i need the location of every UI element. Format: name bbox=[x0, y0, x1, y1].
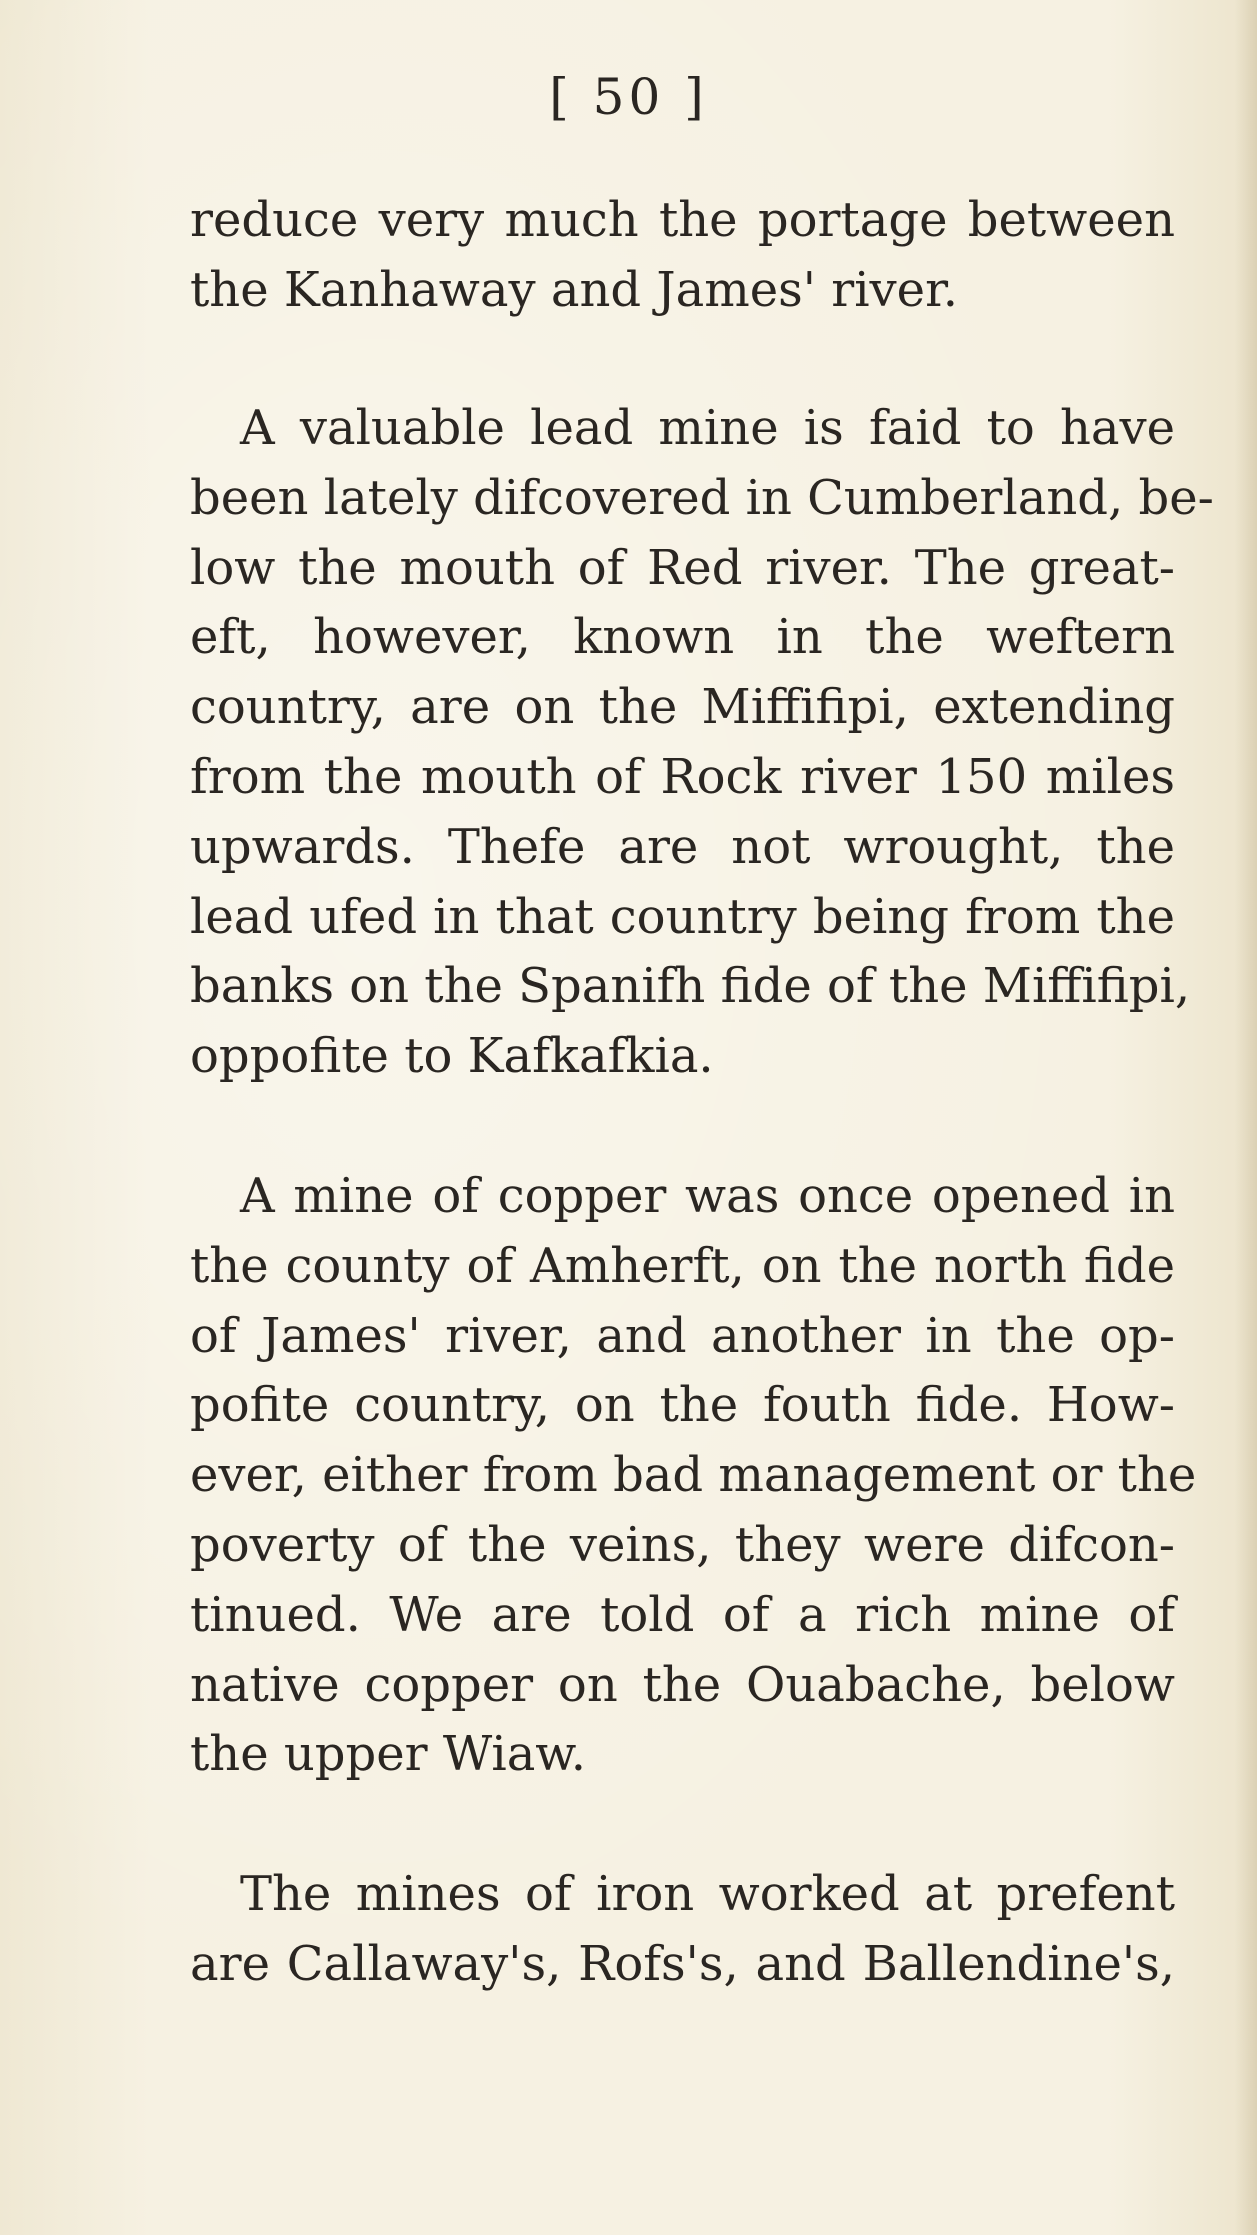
page-number-header: [ 50 ] bbox=[549, 68, 708, 126]
page-edge-shadow bbox=[1235, 0, 1257, 2235]
paragraph-iron-mines bbox=[190, 1860, 1175, 2000]
text-line: upwards. Thefe are not wrought, the bbox=[190, 818, 1175, 875]
text-line: ever, either from bad management or the bbox=[190, 1447, 1197, 1504]
text-line: poverty of the veins, they were difcon- bbox=[190, 1516, 1175, 1573]
text-line: from the mouth of Rock river 150 miles bbox=[190, 748, 1175, 805]
text-line: the upper Wiaw. bbox=[190, 1726, 586, 1783]
text-line: of James' river, and another in the op- bbox=[190, 1307, 1175, 1364]
text-line: lead ufed in that country being from the bbox=[190, 888, 1175, 945]
text-line: are Callaway's, Rofs's, and Ballendine's, bbox=[190, 1935, 1175, 1992]
text-line: oppofite to Kafkafkia. bbox=[190, 1028, 714, 1085]
text-line: been lately difcovered in Cumberland, be- bbox=[190, 469, 1214, 526]
text-line: eft, however, known in the weftern bbox=[190, 609, 1175, 666]
paragraph-copper-mine bbox=[190, 1162, 1197, 1790]
text-line: The mines of iron worked at prefent bbox=[240, 1866, 1175, 1922]
paragraph-continuation bbox=[190, 186, 1175, 326]
text-line: reduce very much the portage between bbox=[190, 192, 1175, 248]
text-line: the Kanhaway and James' river. bbox=[190, 261, 958, 318]
text-line: low the mouth of Red river. The great- bbox=[190, 539, 1175, 596]
paragraph-lead-mine bbox=[190, 394, 1214, 1092]
text-line: country, are on the Miffifipi, extending bbox=[190, 679, 1175, 736]
text-line: native copper on the Ouabache, below bbox=[190, 1656, 1175, 1713]
text-line: tinued. We are told of a rich mine of bbox=[190, 1586, 1175, 1643]
text-line: A valuable lead mine is faid to have bbox=[240, 400, 1175, 456]
text-line: banks on the Spanifh fide of the Miffifipi, bbox=[190, 958, 1191, 1015]
text-line: A mine of copper was once opened in bbox=[240, 1168, 1175, 1224]
text-line: pofite country, on the fouth fide. How- bbox=[190, 1377, 1175, 1434]
text-line: the county of Amherft, on the north fide bbox=[190, 1237, 1175, 1294]
